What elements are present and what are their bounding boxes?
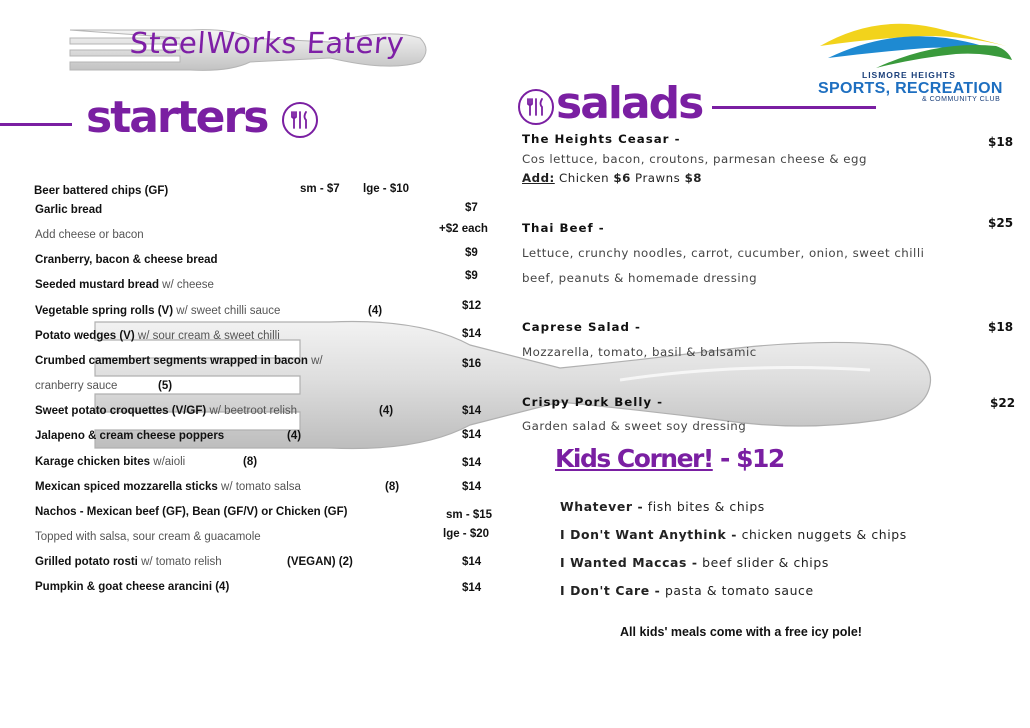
- addon-price: $6: [613, 171, 631, 185]
- item-name: Crumbed camembert segments wrapped in bacon: [35, 355, 308, 367]
- kids-title: Kids Corner!: [555, 444, 713, 473]
- item-name: Potato wedges (V): [35, 330, 135, 342]
- item-qty: (VEGAN) (2): [287, 556, 353, 568]
- logo-sub-text: & COMMUNITY CLUB: [922, 96, 1001, 103]
- kids-item-name: Whatever -: [560, 499, 644, 514]
- menu-item: [35, 456, 185, 468]
- item-name: Nachos - Mexican beef (GF), Bean (GF/V) or Chicken (GF): [35, 506, 348, 518]
- salad-desc: Garden salad & sweet soy dressing: [522, 419, 747, 433]
- item-price: $14: [462, 405, 482, 417]
- menu-item: [35, 254, 218, 266]
- menu-item: [35, 279, 214, 291]
- menu-item: [35, 430, 224, 442]
- item-price-large: lge - $10: [363, 183, 410, 195]
- item-price: $7: [465, 202, 478, 214]
- menu-item: [35, 330, 280, 342]
- item-price: +$2 each: [439, 223, 488, 235]
- kids-item-desc: pasta & tomato sauce: [664, 583, 814, 598]
- item-qty: (8): [385, 481, 400, 493]
- salad-desc-2: beef, peanuts & homemade dressing: [522, 271, 758, 285]
- salad-name: Thai Beef -: [522, 221, 605, 235]
- item-name: Vegetable spring rolls (V): [35, 305, 174, 317]
- salads-rule: [712, 106, 876, 109]
- salad-addon: [522, 171, 702, 185]
- menu-item-note: [35, 531, 261, 543]
- item-desc: w/ beetroot relish: [206, 405, 298, 417]
- salads-heading: salads: [556, 78, 703, 129]
- item-desc: w/ cheese: [158, 279, 214, 291]
- item-price: $16: [462, 358, 482, 370]
- item-desc: w/aioli: [150, 456, 186, 468]
- item-price: $14: [462, 429, 482, 441]
- menu-item: [35, 556, 222, 568]
- kids-item: [560, 527, 907, 542]
- salad-price: $18: [988, 135, 1014, 149]
- item-desc: w/: [307, 355, 323, 367]
- menu-item: [35, 405, 297, 417]
- kids-item-name: I Don't Care -: [560, 583, 661, 598]
- item-price: $14: [462, 457, 482, 469]
- salad-desc: Lettuce, crunchy noodles, carrot, cucumber, onion, sweet chilli: [522, 246, 925, 260]
- item-price: $14: [462, 481, 482, 493]
- item-name: Karage chicken bites: [35, 456, 151, 468]
- salad-name: Caprese Salad -: [522, 320, 641, 334]
- item-name: Garlic bread: [35, 204, 103, 216]
- item-price: $12: [462, 300, 482, 312]
- salad-price: $25: [988, 216, 1014, 230]
- logo-main-text: SPORTS, RECREATION: [818, 80, 1003, 97]
- item-desc: cranberry sauce: [35, 380, 118, 392]
- kids-item-name: I Don't Want Anythink -: [560, 527, 738, 542]
- kids-item-desc: beef slider & chips: [702, 555, 829, 570]
- item-price: $9: [465, 247, 478, 259]
- salad-price: $22: [990, 396, 1016, 410]
- kids-item: [560, 583, 814, 598]
- salad-name: Crispy Pork Belly -: [522, 395, 664, 409]
- kids-item-desc: chicken nuggets & chips: [741, 527, 907, 542]
- addon-price: $8: [684, 171, 702, 185]
- brand-title: SteelWorks Eatery: [128, 26, 406, 60]
- item-qty: (5): [158, 380, 173, 392]
- item-desc: w/ tomato salsa: [217, 481, 301, 493]
- item-price: $14: [462, 556, 482, 568]
- starters-rule: [0, 123, 72, 126]
- item-name: Grilled potato rosti: [35, 556, 138, 568]
- salad-desc: Cos lettuce, bacon, croutons, parmesan cheese & egg: [522, 152, 868, 166]
- item-price-small: sm - $15: [446, 509, 493, 521]
- addon-item: Chicken: [559, 171, 610, 185]
- menu-item: [35, 355, 323, 367]
- starters-heading: starters: [86, 92, 268, 143]
- cutlery-icon: [282, 102, 318, 138]
- item-desc: Topped with salsa, sour cream & guacamole: [35, 531, 261, 543]
- item-desc: Add cheese or bacon: [35, 229, 144, 241]
- menu-item: [34, 185, 168, 197]
- item-name: Mexican spiced mozzarella sticks: [35, 481, 218, 493]
- item-name: Cranberry, bacon & cheese bread: [35, 254, 218, 266]
- menu-item: [35, 506, 347, 518]
- cutlery-icon: [518, 89, 554, 125]
- item-price: $14: [462, 328, 482, 340]
- item-qty: (4): [287, 430, 302, 442]
- salad-name: The Heights Ceasar -: [522, 132, 681, 146]
- menu-item: [35, 204, 102, 216]
- menu-item-note: [35, 229, 144, 241]
- item-name: Sweet potato croquettes (V/GF): [35, 405, 207, 417]
- kids-item-name: I Wanted Maccas -: [560, 555, 698, 570]
- kids-item: [560, 555, 829, 570]
- menu-item: [35, 581, 229, 593]
- addon-item: Prawns: [635, 171, 681, 185]
- addon-label: Add:: [522, 171, 555, 185]
- item-price: $9: [465, 270, 478, 282]
- kids-item-desc: fish bites & chips: [647, 499, 765, 514]
- item-desc: w/ sweet chilli sauce: [173, 305, 281, 317]
- item-price: $14: [462, 582, 482, 594]
- salad-desc: Mozzarella, tomato, basil & balsamic: [522, 345, 757, 359]
- salad-price: $18: [988, 320, 1014, 334]
- item-qty: (8): [243, 456, 258, 468]
- item-qty: (4): [368, 305, 383, 317]
- item-name: Beer battered chips (GF): [34, 185, 169, 197]
- logo-top-text: LISMORE HEIGHTS: [862, 70, 956, 80]
- menu-item-note: [35, 380, 117, 392]
- item-qty: (4): [379, 405, 394, 417]
- menu-item: [35, 305, 280, 317]
- kids-corner-heading: [555, 444, 784, 473]
- club-logo: [816, 16, 1016, 102]
- item-name: Jalapeno & cream cheese poppers: [35, 430, 225, 442]
- menu-item: [35, 481, 301, 493]
- kids-note: All kids' meals come with a free icy pole!: [620, 625, 862, 639]
- item-price-large: lge - $20: [443, 528, 490, 540]
- item-desc: w/ sour cream & sweet chilli: [134, 330, 280, 342]
- item-desc: w/ tomato relish: [137, 556, 222, 568]
- logo-swoosh-icon: [816, 16, 1016, 76]
- kids-price: - $12: [719, 444, 784, 473]
- item-name: Pumpkin & goat cheese arancini (4): [35, 581, 230, 593]
- kids-item: [560, 499, 765, 514]
- item-name: Seeded mustard bread: [35, 279, 159, 291]
- item-price-small: sm - $7: [300, 183, 340, 195]
